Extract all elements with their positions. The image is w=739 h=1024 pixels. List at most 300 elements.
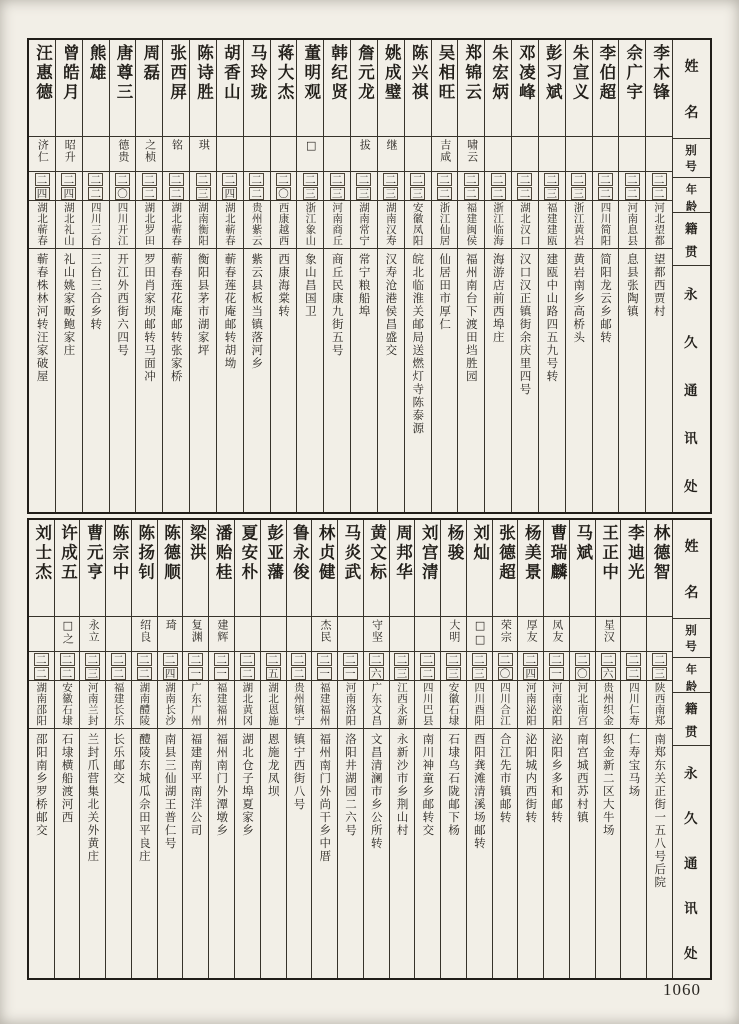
alias-text: 昭升 <box>63 139 77 163</box>
age-digit: 二 <box>249 173 264 186</box>
person-address <box>647 728 672 978</box>
person-name <box>458 40 484 136</box>
person-age <box>190 171 216 200</box>
person-age <box>338 651 363 680</box>
address-text: 蕲春莲花庵邮转张家桥 <box>169 253 184 383</box>
person-column <box>618 40 645 512</box>
native-text: 湖北恩施 <box>267 682 280 726</box>
person-native <box>163 200 189 248</box>
person-column <box>363 520 389 978</box>
alias-text: 啸云 <box>465 139 479 163</box>
person-name <box>271 40 297 136</box>
age-digit: 二 <box>303 173 318 186</box>
header-name <box>673 40 710 138</box>
person-address <box>415 728 440 978</box>
person-age <box>493 651 518 680</box>
address-text: 恩施龙凤坝 <box>266 733 281 798</box>
address-text: 永新沙市乡荆山村 <box>395 733 410 837</box>
person-address <box>485 248 511 512</box>
person-column <box>55 40 82 512</box>
person-age <box>158 651 183 680</box>
name-text: 马斌 <box>573 524 593 563</box>
address-text: 简阳龙云乡邮转 <box>599 253 614 344</box>
age-digit: 二 <box>394 653 409 666</box>
header-char: 永 <box>684 765 699 782</box>
header-native <box>673 692 710 745</box>
name-text: 陈兴祺 <box>409 44 429 103</box>
person-alias <box>297 136 323 171</box>
address-text: 象山昌国卫 <box>303 253 318 318</box>
person-address <box>158 728 183 978</box>
person-column <box>517 520 543 978</box>
person-native <box>312 680 337 728</box>
name-text: 杨骏 <box>444 524 464 563</box>
age-digit: 二 <box>571 173 586 186</box>
person-address <box>29 248 55 512</box>
person-native <box>390 680 415 728</box>
alias-text: 德贵 <box>116 139 130 163</box>
header-char: 籍 <box>684 220 698 236</box>
name-text: 杨美景 <box>522 524 542 583</box>
name-text: 许成五 <box>58 524 78 583</box>
person-native <box>619 200 645 248</box>
native-text: 河北望都 <box>653 202 666 246</box>
address-text: 蕲春莲花庵邮转胡坳 <box>223 253 238 370</box>
age-digit: 一 <box>549 667 564 680</box>
age-digit: 二 <box>169 173 184 186</box>
alias-text: 吉咸 <box>438 139 452 163</box>
person-address <box>467 728 492 978</box>
person-name <box>244 40 270 136</box>
alias-text: 荣宗 <box>499 619 513 643</box>
name-text: 彭亚藩 <box>264 524 284 583</box>
person-alias <box>183 616 208 651</box>
person-name <box>183 520 208 616</box>
native-text: 浙江象山 <box>304 202 317 246</box>
name-text: 李伯超 <box>596 44 616 103</box>
name-text: 蒋大杰 <box>274 44 294 103</box>
age-digit: 三 <box>330 187 345 200</box>
name-text: 董明观 <box>301 44 321 103</box>
address-text: 常宁粮船埠 <box>357 253 372 318</box>
address-text: 镇宁西街八号 <box>292 733 307 811</box>
header-char: 通 <box>684 383 699 399</box>
age-digit: 二 <box>115 173 130 186</box>
address-text: 织金新二区大牛场 <box>601 733 616 837</box>
person-name <box>324 40 350 136</box>
native-text: 河南泌阳 <box>524 682 537 726</box>
address-text: 福州南门外潭墩乡 <box>215 733 230 837</box>
alias-text: 永立 <box>87 619 101 643</box>
person-address <box>55 728 80 978</box>
header-char: 处 <box>684 946 699 963</box>
header-char: 姓 <box>684 59 699 75</box>
name-text: 张德超 <box>496 524 516 583</box>
age-digit: 二 <box>343 653 358 666</box>
person-alias <box>244 136 270 171</box>
person-address <box>106 728 131 978</box>
native-text: 陕西南郑 <box>653 682 666 726</box>
header-char: 处 <box>684 479 699 495</box>
person-age <box>544 651 569 680</box>
person-native <box>217 200 243 248</box>
person-column <box>82 40 109 512</box>
name-text: 李木锋 <box>650 44 670 103</box>
name-text: 刘士杰 <box>32 524 52 583</box>
address-text: 罗田肖家坝邮转马面冲 <box>142 253 157 383</box>
age-digit: 六 <box>369 667 384 680</box>
age-digit: 一 <box>188 667 203 680</box>
age-digit: 二 <box>88 187 103 200</box>
address-text: 邵阳南乡罗桥邮交 <box>34 733 49 837</box>
person-name <box>351 40 377 136</box>
person-name <box>132 520 157 616</box>
person-address <box>183 728 208 978</box>
person-alias <box>593 136 619 171</box>
person-alias <box>106 616 131 651</box>
person-address <box>56 248 82 512</box>
person-native <box>351 200 377 248</box>
address-text: 礼山姚家畈鲍家庄 <box>62 253 77 357</box>
age-digit: 二 <box>142 173 157 186</box>
person-age <box>351 171 377 200</box>
address-text: 湖北仓子埠夏家乡 <box>240 733 255 837</box>
address-text: 息县张陶镇 <box>625 253 640 318</box>
age-digit: 二 <box>652 173 667 186</box>
person-age <box>566 171 592 200</box>
native-text: 江西永新 <box>395 682 408 726</box>
person-age <box>621 651 646 680</box>
person-native <box>539 200 565 248</box>
person-address <box>512 248 538 512</box>
name-text: 李迪光 <box>625 524 645 583</box>
alias-text: □□ <box>473 619 487 647</box>
person-column <box>543 520 569 978</box>
age-digit: 二 <box>222 173 237 186</box>
person-name <box>136 40 162 136</box>
header-char: 贯 <box>684 243 698 259</box>
person-name <box>390 520 415 616</box>
page-number: 1060 <box>663 980 701 999</box>
person-column <box>157 520 183 978</box>
address-text: 合江先市镇邮转 <box>498 733 513 824</box>
native-text: 湖南邵阳 <box>35 682 48 726</box>
person-column <box>162 40 189 512</box>
person-address <box>544 728 569 978</box>
person-column <box>286 520 312 978</box>
age-digit: 二 <box>34 653 49 666</box>
person-age <box>209 651 234 680</box>
person-address <box>163 248 189 512</box>
person-address <box>621 728 646 978</box>
address-text: 汉寿沧港侯昌盛交 <box>384 253 399 357</box>
person-address <box>324 248 350 512</box>
age-digit: 一 <box>214 667 229 680</box>
header-char: 号 <box>685 159 698 173</box>
person-address <box>190 248 216 512</box>
person-column <box>538 40 565 512</box>
person-address <box>110 248 136 512</box>
address-text: 蕲春株林河转汪家破屋 <box>35 253 50 383</box>
person-native <box>593 200 619 248</box>
person-native <box>80 680 105 728</box>
person-column <box>29 520 54 978</box>
native-text: 广东文昌 <box>370 682 383 726</box>
age-digit: 二 <box>34 667 49 680</box>
name-text: 胡香山 <box>221 44 241 103</box>
person-age <box>619 171 645 200</box>
address-text: 皖北临淮关邮局送燃灯寺陈泰源 <box>411 253 426 435</box>
person-native <box>271 200 297 248</box>
native-text: 河南洛阳 <box>344 682 357 726</box>
header-address <box>673 265 710 512</box>
name-text: 郑锦云 <box>462 44 482 103</box>
person-alias <box>619 136 645 171</box>
person-native <box>297 200 323 248</box>
person-column <box>569 520 595 978</box>
header-char: 讯 <box>684 431 699 447</box>
native-text: 河南息县 <box>626 202 639 246</box>
name-text: 曹元亨 <box>84 524 104 583</box>
native-text: 河南商丘 <box>331 202 344 246</box>
age-digit: 三 <box>544 187 559 200</box>
name-text: 梁洪 <box>187 524 207 563</box>
person-alias <box>287 616 312 651</box>
person-address <box>287 728 312 978</box>
person-alias <box>312 616 337 651</box>
native-text: 四川巴县 <box>421 682 434 726</box>
person-alias <box>621 616 646 651</box>
register-table-bottom <box>27 518 712 980</box>
address-text: 商丘民康九街五号 <box>330 253 345 357</box>
person-column <box>105 520 131 978</box>
person-address <box>312 728 337 978</box>
person-column <box>350 40 377 512</box>
person-age <box>539 171 565 200</box>
person-name <box>441 520 466 616</box>
person-alias <box>190 136 216 171</box>
person-column <box>457 40 484 512</box>
age-digit: 二 <box>188 653 203 666</box>
native-text: 西康越西 <box>277 202 290 246</box>
address-text: 泌阳乡多和邮转 <box>550 733 565 824</box>
person-name <box>493 520 518 616</box>
person-address <box>271 248 297 512</box>
person-alias <box>209 616 234 651</box>
age-digit: 三 <box>383 187 398 200</box>
address-text: 三台三合乡转 <box>89 253 104 331</box>
person-native <box>183 680 208 728</box>
person-address <box>518 728 543 978</box>
person-address <box>405 248 431 512</box>
person-native <box>56 200 82 248</box>
age-digit: 二 <box>598 187 613 200</box>
person-name <box>518 520 543 616</box>
person-age <box>244 171 270 200</box>
name-text: 唐尊三 <box>114 44 133 103</box>
person-native <box>512 200 538 248</box>
native-text: 贵州紫云 <box>250 202 263 246</box>
person-native <box>338 680 363 728</box>
native-text: 四川开江 <box>116 202 129 246</box>
person-name <box>596 520 621 616</box>
person-column <box>337 520 363 978</box>
person-age <box>458 171 484 200</box>
person-alias <box>351 136 377 171</box>
name-text: 鲁永俊 <box>290 524 310 583</box>
header-char: 龄 <box>686 680 697 692</box>
header-alias <box>673 138 710 177</box>
age-digit: 二 <box>437 187 452 200</box>
person-name <box>566 40 592 136</box>
person-alias <box>235 616 260 651</box>
person-address <box>83 248 109 512</box>
address-text: 建瓯中山路四五九号转 <box>545 253 560 383</box>
age-digit: 二 <box>88 173 103 186</box>
person-address <box>217 248 243 512</box>
native-text: 浙江仙居 <box>438 202 451 246</box>
name-text: 林贞健 <box>316 524 336 583</box>
person-address <box>209 728 234 978</box>
person-age <box>312 651 337 680</box>
person-native <box>432 200 458 248</box>
alias-text: 继 <box>385 139 399 151</box>
person-native <box>596 680 621 728</box>
person-age <box>132 651 157 680</box>
native-text: 四川合江 <box>499 682 512 726</box>
person-native <box>646 200 672 248</box>
address-text: 醴陵东城瓜佘田平良庄 <box>137 733 152 863</box>
person-name <box>647 520 672 616</box>
person-address <box>29 728 54 978</box>
person-column <box>646 520 672 978</box>
age-digit: 二 <box>544 173 559 186</box>
person-alias <box>271 136 297 171</box>
person-name <box>312 520 337 616</box>
name-text: 汪惠德 <box>33 44 53 103</box>
header-address <box>673 745 710 978</box>
native-text: 福建福州 <box>318 682 331 726</box>
person-age <box>183 651 208 680</box>
alias-text: 琦 <box>164 619 178 631</box>
age-digit: 二 <box>163 653 178 666</box>
header-column <box>672 520 710 978</box>
name-text: 陈扬钊 <box>135 524 155 583</box>
person-age <box>364 651 389 680</box>
person-name <box>190 40 216 136</box>
person-alias <box>458 136 484 171</box>
address-text: 福州南门外尚干乡中厝 <box>318 733 333 863</box>
alias-text: 星汉 <box>602 619 616 643</box>
person-native <box>621 680 646 728</box>
person-age <box>163 171 189 200</box>
alias-text: 琪 <box>197 139 211 151</box>
native-text: 四川酉阳 <box>473 682 486 726</box>
name-text: 潘贻桂 <box>213 524 233 583</box>
person-age <box>29 171 55 200</box>
name-text: 曾皓月 <box>60 44 80 103</box>
age-digit: 二 <box>523 653 538 666</box>
address-text: 南宫城西苏村镇 <box>575 733 590 824</box>
age-digit: 二 <box>60 653 75 666</box>
person-age <box>390 651 415 680</box>
age-digit: 二 <box>625 173 640 186</box>
native-text: 贵州镇宁 <box>292 682 305 726</box>
header-char: 年 <box>686 183 697 196</box>
native-text: 浙江黄岩 <box>572 202 585 246</box>
address-text: 福建南平南洋公司 <box>189 733 204 837</box>
native-text: 四川简阳 <box>599 202 612 246</box>
person-column <box>189 40 216 512</box>
header-native <box>673 212 710 265</box>
person-age <box>324 171 350 200</box>
person-name <box>106 520 131 616</box>
person-native <box>364 680 389 728</box>
person-age <box>518 651 543 680</box>
person-alias <box>261 616 286 651</box>
native-text: 湖南衡阳 <box>197 202 210 246</box>
age-digit: 二 <box>317 653 332 666</box>
person-native <box>485 200 511 248</box>
address-text: 南郑东关正街一五八号后院 <box>653 733 668 889</box>
person-address <box>646 248 672 512</box>
native-text: 湖北蕲春 <box>223 202 236 246</box>
age-digit: 五 <box>266 667 281 680</box>
native-text: 湖南长沙 <box>164 682 177 726</box>
header-char: 贯 <box>684 723 698 739</box>
person-name <box>217 40 243 136</box>
name-text: 邓凌峰 <box>516 44 536 103</box>
person-column <box>323 40 350 512</box>
person-address <box>132 728 157 978</box>
age-digit: 二 <box>291 653 306 666</box>
alias-text: 铭 <box>170 139 184 151</box>
person-native <box>261 680 286 728</box>
header-char: 名 <box>684 585 699 601</box>
alias-text: 之桢 <box>143 139 157 163</box>
header-char: 年 <box>686 663 697 676</box>
age-digit: 四 <box>523 667 538 680</box>
age-digit: 四 <box>163 667 178 680</box>
person-address <box>136 248 162 512</box>
native-text: 湖北罗田 <box>143 202 156 246</box>
person-alias <box>570 616 595 651</box>
native-text: 湖北黄冈 <box>241 682 254 726</box>
age-digit: 三 <box>356 187 371 200</box>
person-native <box>493 680 518 728</box>
person-age <box>432 171 458 200</box>
name-text: 马玲珑 <box>248 44 268 103</box>
person-native <box>244 200 270 248</box>
person-age <box>378 171 404 200</box>
person-column <box>565 40 592 512</box>
name-text: 刘灿 <box>470 524 490 563</box>
address-text: 衡阳县茅市湖家坪 <box>196 253 211 357</box>
native-text: 湖南常宁 <box>358 202 370 246</box>
person-address <box>244 248 270 512</box>
address-text: 洛阳井湖园二六号 <box>344 733 359 837</box>
header-char: 名 <box>684 105 699 121</box>
native-text: 湖南汉寿 <box>384 202 397 246</box>
name-text: 林德智 <box>651 524 671 583</box>
age-digit: 三 <box>410 187 425 200</box>
person-name <box>55 520 80 616</box>
person-alias <box>217 136 243 171</box>
person-name <box>83 40 109 136</box>
person-address <box>458 248 484 512</box>
person-column <box>389 520 415 978</box>
age-digit: 二 <box>601 653 616 666</box>
